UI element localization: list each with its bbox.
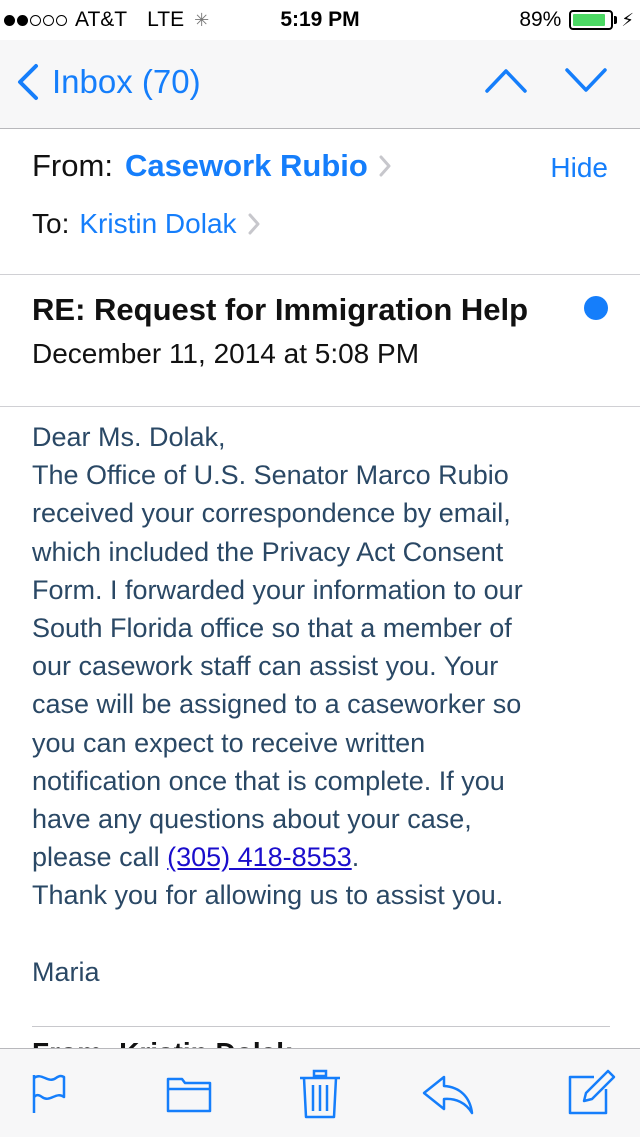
call-suffix: .: [351, 842, 360, 873]
move-to-folder-button[interactable]: [164, 1069, 214, 1117]
phone-number-link[interactable]: (305) 418-8553: [167, 842, 352, 873]
status-right: [519, 8, 634, 32]
body-line: Form. I forwarded your information to our: [32, 574, 523, 605]
from-row: [32, 148, 392, 184]
reply-icon: [420, 1069, 476, 1117]
chevron-up-icon: [484, 66, 528, 94]
body-line: notification once that is complete. If you: [32, 765, 505, 796]
reply-button[interactable]: [420, 1069, 476, 1117]
call-line: [32, 838, 622, 876]
recipient-name[interactable]: Kristin Dolak: [79, 208, 237, 239]
back-label: Inbox (70): [52, 63, 201, 100]
message-date: December 11, 2014 at 5:08 PM: [32, 338, 420, 369]
body-line: our casework staff can assist you. Your: [32, 651, 499, 682]
status-bar: [0, 0, 640, 40]
closing-line: Thank you for allowing us to assist you.: [32, 880, 504, 911]
message-header: [0, 128, 640, 275]
body-line: have any questions about your case,: [32, 804, 472, 835]
bottom-toolbar: [0, 1048, 640, 1137]
compose-icon: [566, 1069, 614, 1117]
body-line: The Office of U.S. Senator Marco Rubio: [32, 460, 509, 491]
message-subject: RE: Request for Immigration Help: [32, 292, 529, 327]
body-line: you can expect to receive written: [32, 727, 426, 758]
previous-message-button[interactable]: [484, 66, 528, 99]
message-body: [32, 418, 622, 991]
navigation-bar: [0, 40, 640, 129]
body-line: South Florida office so that a member of: [32, 613, 512, 644]
body-line: Dear Ms. Dolak,: [32, 422, 226, 452]
hide-details-button[interactable]: Hide: [550, 152, 608, 183]
delete-button[interactable]: [298, 1069, 346, 1117]
battery-level: [573, 14, 605, 26]
sender-name[interactable]: Casework Rubio: [124, 148, 368, 183]
body-line: case will be assigned to a caseworker so: [32, 689, 522, 720]
body-line: which included the Privacy Act Consent: [32, 536, 504, 567]
chevron-down-icon: [564, 66, 608, 94]
compose-button[interactable]: [566, 1069, 614, 1117]
back-to-inbox-button[interactable]: [16, 62, 201, 102]
network-type: LTE: [147, 8, 185, 31]
quote-divider: [32, 1026, 610, 1027]
chevron-right-icon: [378, 154, 392, 178]
trash-icon: [298, 1069, 342, 1121]
quoted-message-peek: [32, 1036, 292, 1048]
call-prefix: please call: [32, 842, 168, 873]
battery-percent: 89%: [519, 8, 562, 31]
chevron-left-icon: [16, 62, 40, 102]
flag-button[interactable]: [26, 1069, 74, 1117]
to-label: To:: [32, 208, 70, 239]
unread-indicator-icon[interactable]: [584, 296, 608, 320]
status-time: 5:19 PM: [280, 8, 360, 31]
activity-spinner-icon: ✳: [194, 9, 210, 30]
battery-tip: [614, 16, 617, 24]
to-row: [32, 208, 261, 240]
signature: Maria: [32, 956, 100, 987]
folder-icon: [164, 1069, 214, 1117]
charging-bolt-icon: ⚡: [621, 9, 634, 30]
next-message-button[interactable]: [564, 66, 608, 99]
subject-block: [0, 274, 640, 407]
chevron-right-icon: [247, 212, 261, 236]
battery-icon: [569, 10, 613, 30]
from-label: From:: [32, 148, 113, 183]
carrier-name: AT&T: [75, 8, 128, 31]
body-line: received your correspondence by email,: [32, 498, 511, 529]
flag-icon: [26, 1069, 74, 1117]
